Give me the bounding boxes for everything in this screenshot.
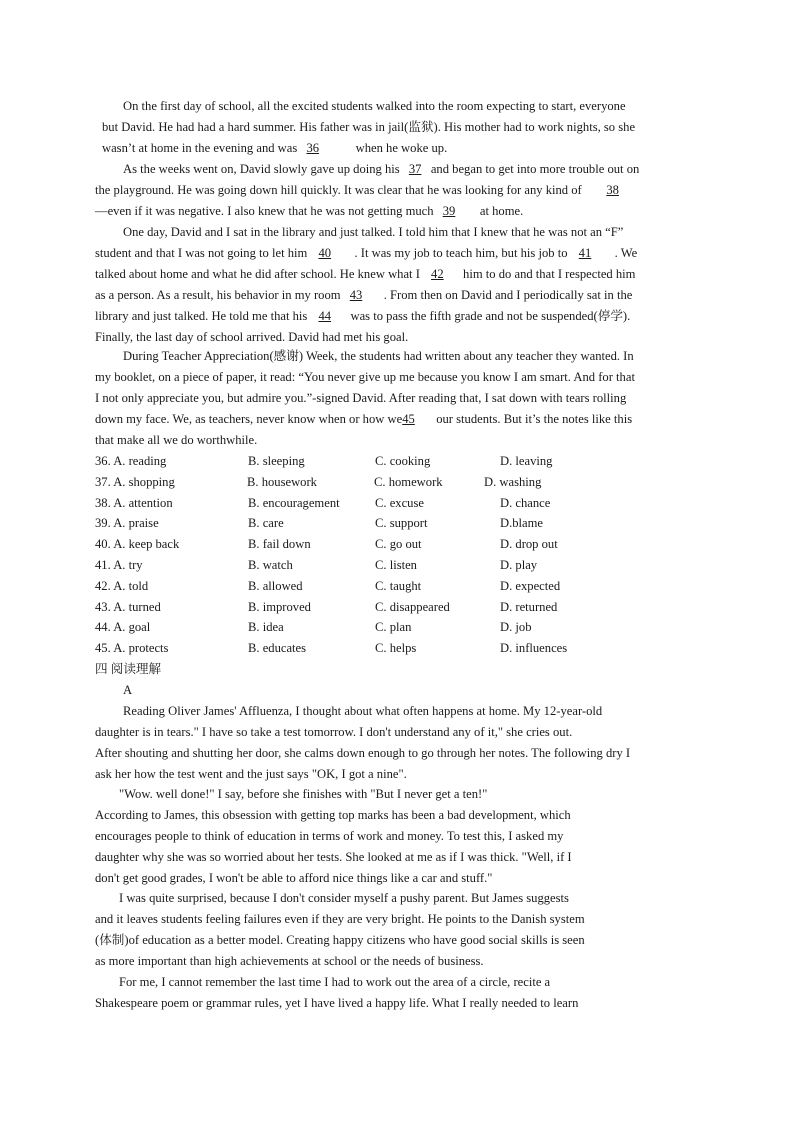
text: the playground. He was going down hill quickly. It was clear that he was looking for any kind of [95, 183, 582, 197]
option-c[interactable]: C. taught [375, 579, 422, 593]
section-sub-heading: A [123, 683, 133, 697]
blank-42[interactable]: 42 [431, 267, 444, 281]
reading-line [95, 870, 492, 887]
option-b[interactable]: B. watch [248, 558, 293, 572]
text: library and just talked. He told me that his [95, 309, 308, 323]
text: my booklet, on a piece of paper, it read: “You never give up me because you know I am smart. And for that [95, 370, 635, 384]
reading-line [123, 703, 700, 720]
option-a[interactable]: 41. A. try [95, 558, 143, 572]
blank-39[interactable]: 39 [442, 204, 456, 218]
option-b[interactable]: B. care [248, 516, 284, 530]
text: when he woke up. [355, 141, 448, 155]
reading-line [95, 849, 572, 866]
text: Finally, the last day of school arrived. David had met his goal. [95, 330, 409, 344]
option-a[interactable]: 38. A. attention [95, 496, 173, 510]
option-d[interactable]: D. job [500, 620, 532, 634]
text: and began to get into more trouble out on [430, 162, 640, 176]
option-a[interactable]: 39. A. praise [95, 516, 159, 530]
blank-37[interactable]: 37 [408, 162, 422, 176]
option-c[interactable]: C. excuse [375, 496, 424, 510]
reading-line [95, 953, 484, 970]
option-d[interactable]: D. play [500, 558, 538, 572]
reading-line [95, 828, 563, 845]
blank-38[interactable]: 38 [606, 183, 619, 197]
option-d[interactable]: D. leaving [500, 454, 553, 468]
option-d[interactable]: D.blame [500, 516, 544, 530]
p1-line-2 [102, 119, 700, 136]
option-b[interactable]: B. idea [248, 620, 284, 634]
reading-line [95, 995, 578, 1012]
reading-line [119, 786, 487, 803]
option-d[interactable]: D. expected [500, 579, 561, 593]
option-b[interactable]: B. allowed [248, 579, 303, 593]
p3-line-1 [123, 224, 700, 241]
text: . We [614, 246, 638, 260]
blank-41[interactable]: 41 [578, 246, 592, 260]
blank-45[interactable]: 45 [402, 412, 415, 426]
p3-line-5 [95, 308, 700, 325]
text: that make all we do worthwhile. [95, 433, 258, 447]
text: . It was my job to teach him, but his job to [354, 246, 568, 260]
p1-line-1 [123, 98, 700, 115]
option-d[interactable]: D. influences [500, 641, 568, 655]
option-c[interactable]: C. go out [375, 537, 422, 551]
option-a[interactable]: 37. A. shopping [95, 475, 175, 489]
option-b[interactable]: B. sleeping [248, 454, 305, 468]
text: don't get good grades, I won't be able to afford nice things like a car and stuff." [95, 871, 493, 885]
text: and it leaves students feeling failures even if they are very bright. He points to the Danish system [95, 912, 585, 926]
text: student and that I was not going to let him [95, 246, 308, 260]
text: I not only appreciate you, but admire you.”-signed David. After reading that, I sat down with tears rolling [95, 391, 627, 405]
reading-line [95, 766, 407, 783]
p3-line-3 [95, 266, 700, 283]
text: our students. But it’s the notes like this [436, 412, 633, 426]
blank-40[interactable]: 40 [318, 246, 332, 260]
reading-line [95, 932, 585, 949]
option-b[interactable]: B. encouragement [248, 496, 340, 510]
p3-line-6 [95, 329, 408, 346]
p2-line-1 [123, 161, 700, 178]
text: wasn’t at home in the evening and was [102, 141, 298, 155]
text: encourages people to think of education in terms of work and money. To test this, I asked my [95, 829, 564, 843]
option-b[interactable]: B. fail down [248, 537, 311, 551]
p3-line-2 [95, 245, 700, 262]
text: ask her how the test went and the just says "OK, I got a nine". [95, 767, 407, 781]
option-c[interactable]: C. listen [375, 558, 417, 572]
option-a[interactable]: 44. A. goal [95, 620, 151, 634]
option-d[interactable]: D. drop out [500, 537, 558, 551]
p2-line-3 [95, 203, 523, 220]
text: —even if it was negative. I also knew that he was not getting much [95, 204, 434, 218]
text: I was quite surprised, because I don't consider myself a pushy parent. But James suggests [119, 891, 569, 905]
option-c[interactable]: C. disappeared [375, 600, 450, 614]
section-heading: 四 阅读理解 [95, 662, 162, 676]
text: at home. [479, 204, 524, 218]
option-c[interactable]: C. helps [375, 641, 417, 655]
text: but David. He had had a hard summer. His father was in jail(监狱). His mother had to work nights, so she [102, 120, 636, 134]
text: "Wow. well done!" I say, before she finishes with "But I never get a ten!" [119, 787, 488, 801]
text: During Teacher Appreciation(感谢) Week, the students had written about any teacher they wanted. In [123, 349, 634, 363]
option-b[interactable]: B. educates [248, 641, 307, 655]
text: was to pass the fifth grade and not be suspended(停学). [350, 309, 631, 323]
option-a[interactable]: 40. A. keep back [95, 537, 180, 551]
reading-line [95, 724, 700, 741]
text: daughter is in tears." I have so take a test tomorrow. I don't understand any of it," she cries out. [95, 725, 573, 739]
option-a[interactable]: 42. A. told [95, 579, 149, 593]
reading-line [95, 745, 700, 762]
option-c[interactable]: C. plan [375, 620, 412, 634]
text: On the first day of school, all the excited students walked into the room expecting to start, everyone [123, 99, 626, 113]
option-b[interactable]: B. housework [247, 475, 317, 489]
blank-36[interactable]: 36 [306, 141, 320, 155]
option-d[interactable]: D. returned [500, 600, 558, 614]
text: as more important than high achievements at school or the needs of business. [95, 954, 484, 968]
p4-line-4 [95, 411, 700, 428]
p1-line-3 [102, 140, 447, 157]
option-d[interactable]: D. chance [500, 496, 551, 510]
blank-44[interactable]: 44 [318, 309, 332, 323]
text: . From then on David and I periodically sat in the [383, 288, 633, 302]
p2-line-2 [95, 182, 700, 199]
text: As the weeks went on, David slowly gave up doing his [123, 162, 400, 176]
option-b[interactable]: B. improved [248, 600, 311, 614]
text: For me, I cannot remember the last time I had to work out the area of a circle, recite a [119, 975, 551, 989]
option-c[interactable]: C. cooking [375, 454, 431, 468]
text: him to do and that I respected him [463, 267, 636, 281]
text: One day, David and I sat in the library and just talked. I told him that I knew that he was not an “F” [123, 225, 624, 239]
text: Reading Oliver James' Affluenza, I thought about what often happens at home. My 12-year-old [123, 704, 603, 718]
text: talked about home and what he did after school. He knew what I [95, 267, 420, 281]
reading-line [119, 974, 550, 991]
option-c[interactable]: C. support [375, 516, 428, 530]
p4-line-5 [95, 432, 257, 449]
blank-43[interactable]: 43 [349, 288, 363, 302]
text: According to James, this obsession with getting top marks has been a bad development, which [95, 808, 571, 822]
text: down my face. We, as teachers, never know when or how we [95, 412, 403, 426]
option-a[interactable]: 45. A. protects [95, 641, 169, 655]
text: as a person. As a result, his behavior in my room [95, 288, 341, 302]
p4-line-1 [123, 348, 700, 365]
p4-line-2 [95, 369, 700, 386]
reading-line [95, 807, 571, 824]
reading-line [119, 890, 569, 907]
option-d[interactable]: D. washing [484, 475, 542, 489]
text: Shakespeare poem or grammar rules, yet I have lived a happy life. What I really needed to learn [95, 996, 579, 1010]
text: (体制)of education as a better model. Creating happy citizens who have good social skills is seen [95, 933, 585, 947]
p3-line-4 [95, 287, 700, 304]
p4-line-3 [95, 390, 700, 407]
text: After shouting and shutting her door, she calms down enough to go through her notes. The following dry I [95, 746, 631, 760]
reading-line [95, 911, 585, 928]
option-c[interactable]: C. homework [374, 475, 443, 489]
option-a[interactable]: 36. A. reading [95, 454, 167, 468]
text: daughter why she was so worried about her tests. She looked at me as if I was thick. "Well, if I [95, 850, 572, 864]
option-a[interactable]: 43. A. turned [95, 600, 161, 614]
